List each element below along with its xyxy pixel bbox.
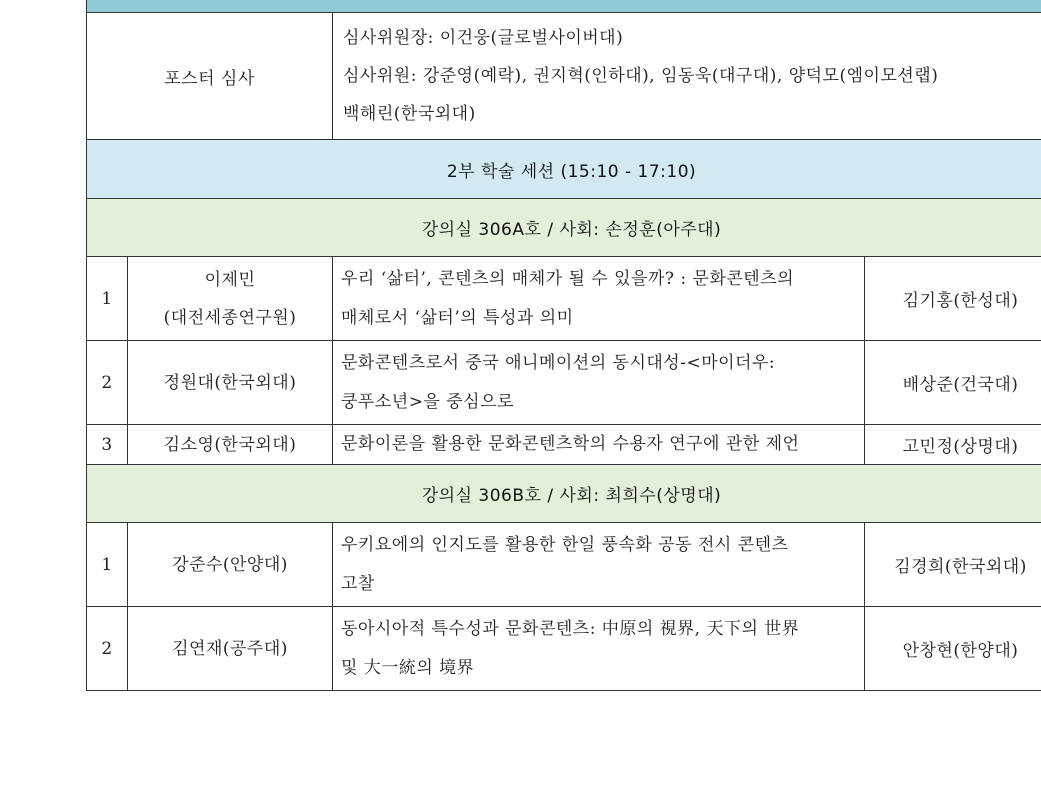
presenter-affiliation: (대전세종연구원) bbox=[163, 307, 297, 328]
top-band-cell bbox=[87, 0, 1041, 13]
paper-title-line2: 매체로서 ‘삶터’의 특성과 의미 bbox=[341, 307, 574, 328]
paper-number: 1 bbox=[87, 523, 128, 607]
poster-review-label: 포스터 심사 bbox=[87, 13, 333, 140]
presenter-name: 이제민 bbox=[204, 269, 256, 290]
presenter: 강준수(안양대) bbox=[128, 523, 333, 607]
table-row bbox=[87, 607, 1041, 691]
paper-title-cell bbox=[333, 607, 865, 691]
discussant: 안창현(한양대) bbox=[865, 607, 1041, 691]
paper-number: 2 bbox=[87, 607, 128, 691]
room-b-header: 강의실 306B호 / 사회: 최희수(상명대) bbox=[87, 465, 1041, 523]
paper-title-line1: 문화콘텐츠로서 중국 애니메이션의 동시대성-<마이더우: bbox=[341, 352, 776, 373]
paper-title-cell bbox=[333, 257, 865, 341]
table-row bbox=[87, 523, 1041, 607]
session2-header-row bbox=[87, 140, 1041, 199]
room-a-header-row bbox=[87, 199, 1041, 257]
poster-judges-line2: 백해린(한국외대) bbox=[343, 104, 476, 124]
table-row bbox=[87, 425, 1041, 465]
room-b-header-row bbox=[87, 465, 1041, 523]
paper-title: 문화이론을 활용한 문화콘텐츠학의 수용자 연구에 관한 제언 bbox=[333, 425, 865, 465]
paper-number: 2 bbox=[87, 341, 128, 425]
program-table bbox=[86, 0, 1041, 691]
discussant: 김기홍(한성대) bbox=[865, 257, 1041, 341]
table-row bbox=[87, 341, 1041, 425]
discussant: 배상준(건국대) bbox=[865, 341, 1041, 425]
room-a-header: 강의실 306A호 / 사회: 손정훈(아주대) bbox=[87, 199, 1041, 257]
paper-number: 3 bbox=[87, 425, 128, 465]
poster-judges-line1: 심사위원: 강준영(예락), 권지혁(인하대), 임동욱(대구대), 양덕모(엠이모션랩) bbox=[343, 66, 939, 86]
poster-review-row bbox=[87, 13, 1041, 140]
presenter: 정원대(한국외대) bbox=[128, 341, 333, 425]
presenter: 김소영(한국외대) bbox=[128, 425, 333, 465]
paper-title-line1: 동아시아적 특수성과 문화콘텐츠: 中原의 視界, 天下의 世界 bbox=[341, 618, 800, 639]
paper-title-cell bbox=[333, 341, 865, 425]
paper-title-line2: 쿵푸소년>을 중심으로 bbox=[341, 391, 514, 412]
paper-title-line1: 우키요에의 인지도를 활용한 한일 풍속화 공동 전시 콘텐츠 bbox=[341, 534, 789, 555]
poster-review-judges bbox=[333, 13, 1041, 140]
discussant: 김경희(한국외대) bbox=[865, 523, 1041, 607]
paper-title-line2: 고찰 bbox=[341, 573, 375, 594]
paper-title-line2: 및 大一統의 境界 bbox=[341, 657, 475, 678]
paper-number: 1 bbox=[87, 257, 128, 341]
paper-title-line1: 우리 ‘삶터’, 콘텐츠의 매체가 될 수 있을까? : 문화콘텐츠의 bbox=[341, 268, 795, 289]
session2-title: 2부 학술 세션 (15:10 - 17:10) bbox=[87, 140, 1041, 199]
table-row bbox=[87, 257, 1041, 341]
poster-chair: 심사위원장: 이건웅(글로벌사이버대) bbox=[343, 28, 624, 48]
presenter: 김연재(공주대) bbox=[128, 607, 333, 691]
paper-title-cell bbox=[333, 523, 865, 607]
discussant: 고민정(상명대) bbox=[865, 425, 1041, 465]
top-band-row bbox=[87, 0, 1041, 13]
presenter-cell bbox=[128, 257, 333, 341]
